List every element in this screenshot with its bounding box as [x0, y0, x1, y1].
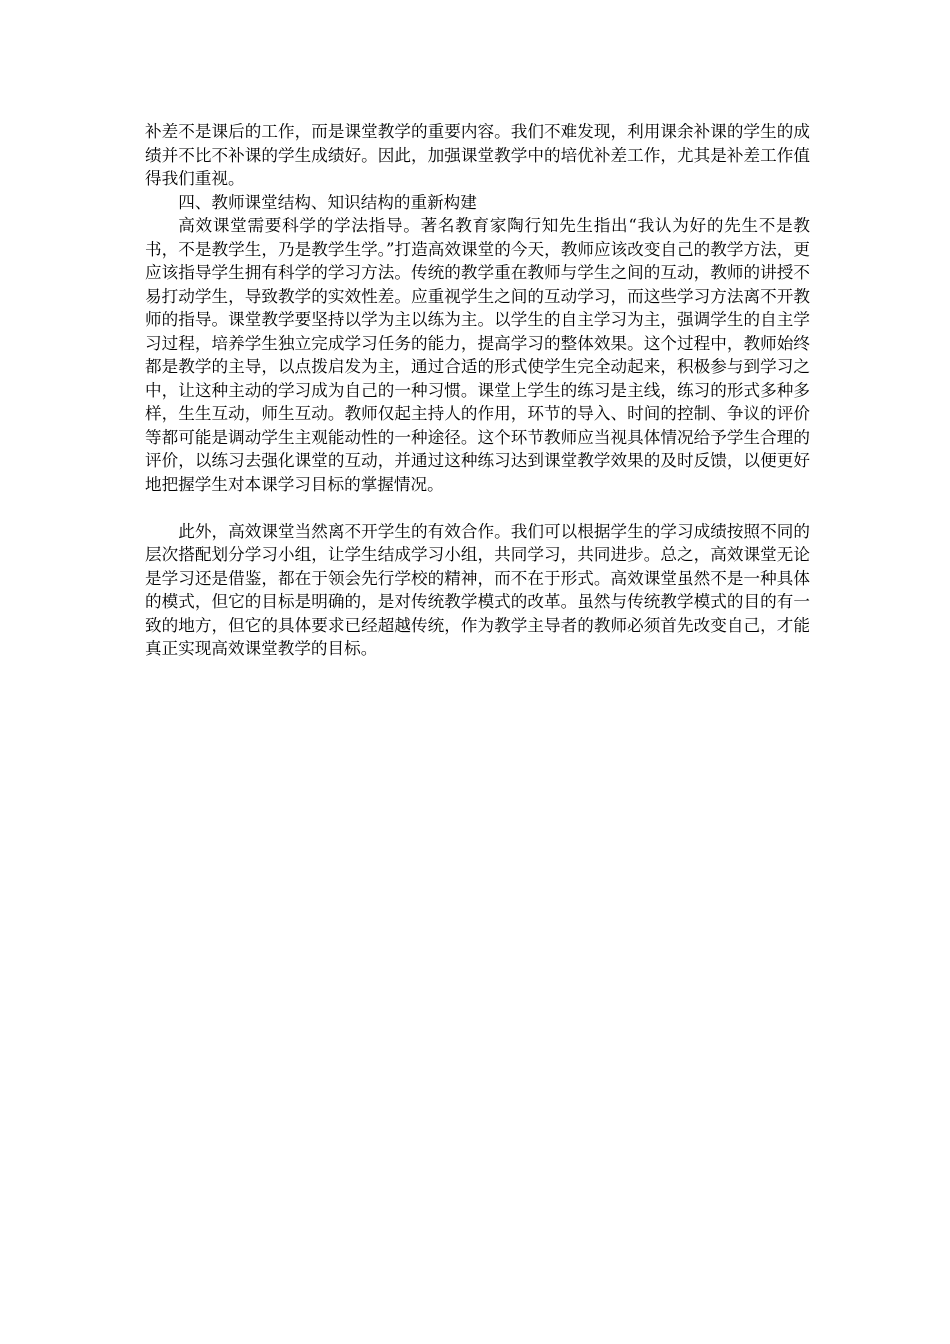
- paragraph-spacer: [145, 496, 810, 520]
- paragraph-continuation: 补差不是课后的工作，而是课堂教学的重要内容。我们不难发现，利用课余补课的学生的成绩并不比不补课的学生成绩好。因此，加强课堂教学中的培优补差工作，尤其是补差工作值得我们重视。: [145, 122, 810, 188]
- paragraph-learning-guidance: 高效课堂需要科学的学法指导。著名教育家陶行知先生指出“我认为好的先生不是教书，不是教学生，乃是教学生学。”打造高效课堂的今天，教师应该改变自己的教学方法，更应该指导学生拥有科学的学习方法。传统的教学重在教师与学生之间的互动，教师的讲授不易打动学生，导致教学的实效性差。应重视学生之间的互动学习，而这些学习方法离不开教师的指导。课堂教学要坚持以学为主以练为主。以学生的自主学习为主，强调学生的自主学习过程，培养学生独立完成学习任务的能力，提高学习的整体效果。这个过程中，教师始终都是教学的主导，以点拨启发为主，通过合适的形式使学生完全动起来，积极参与到学习之中，让这种主动的学习成为自己的一种习惯。课堂上学生的练习是主线，练习的形式多种多样，生生互动，师生互动。教师仅起主持人的作用，环节的导入、时间的控制、争议的评价等都可能是调动学生主观能动性的一种途径。这个环节教师应当视具体情况给予学生合理的评价，以练习去强化课堂的互动，并通过这种练习达到课堂教学效果的及时反馈，以便更好地把握学生对本课学习目标的掌握情况。: [145, 216, 810, 494]
- section-heading: 四、教师课堂结构、知识结构的重新构建: [178, 192, 477, 212]
- paragraph-cooperation: 此外，高效课堂当然离不开学生的有效合作。我们可以根据学生的学习成绩按照不同的层次搭配划分学习小组，让学生结成学习小组，共同学习，共同进步。总之，高效课堂无论是学习还是借鉴，都在于领会先行学校的精神，而不在于形式。高效课堂虽然不是一种具体的模式，但它的目标是明确的，是对传统教学模式的改革。虽然与传统教学模式的目的有一致的地方，但它的具体要求已经超越传统，作为教学主导者的教师必须首先改变自己，才能真正实现高效课堂教学的目标。: [145, 521, 810, 658]
- document-page: [145, 120, 810, 661]
